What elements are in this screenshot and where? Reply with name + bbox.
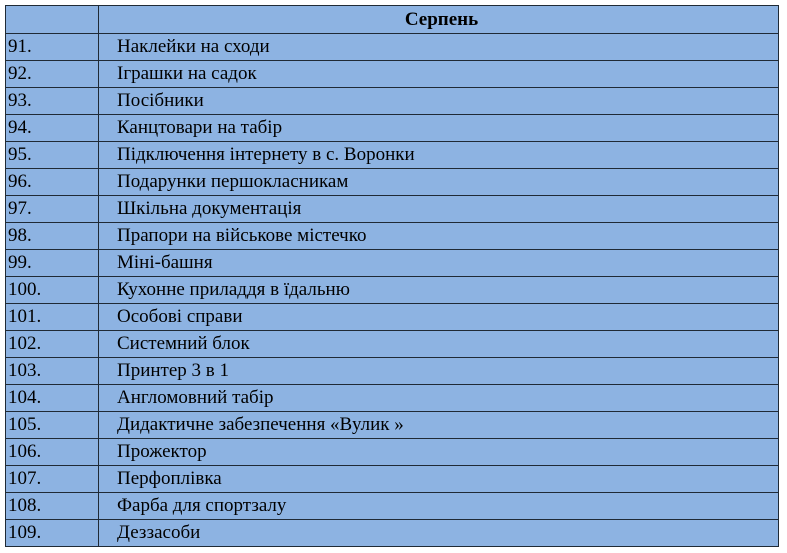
table-row: [6, 331, 779, 358]
row-number-cell: 91.: [6, 34, 99, 61]
header-month-cell: Серпень: [99, 6, 779, 34]
table-row: [6, 88, 779, 115]
row-item-cell: Іграшки на садок: [99, 61, 779, 88]
row-item-cell: Особові справи: [99, 304, 779, 331]
row-item-cell: Наклейки на сходи: [99, 34, 779, 61]
row-item-cell: Міні-башня: [99, 250, 779, 277]
table-row: [6, 34, 779, 61]
row-number-cell: 107.: [6, 466, 99, 493]
table-row: [6, 466, 779, 493]
table-row: [6, 412, 779, 439]
row-item-cell: Перфоплівка: [99, 466, 779, 493]
row-number-cell: 108.: [6, 493, 99, 520]
table-row: [6, 223, 779, 250]
row-number-cell: 101.: [6, 304, 99, 331]
row-number-cell: 94.: [6, 115, 99, 142]
row-item-cell: Англомовний табір: [99, 385, 779, 412]
table-row: [6, 304, 779, 331]
table-row: [6, 277, 779, 304]
table-body: [6, 34, 779, 547]
row-number-cell: 93.: [6, 88, 99, 115]
row-item-cell: Прожектор: [99, 439, 779, 466]
row-item-cell: Дидактичне забезпечення «Вулик »: [99, 412, 779, 439]
row-number-cell: 96.: [6, 169, 99, 196]
row-item-cell: Канцтовари на табір: [99, 115, 779, 142]
table-row: [6, 115, 779, 142]
table-row: [6, 61, 779, 88]
row-item-cell: Принтер 3 в 1: [99, 358, 779, 385]
table-row: [6, 142, 779, 169]
row-number-cell: 99.: [6, 250, 99, 277]
row-item-cell: Шкільна документація: [99, 196, 779, 223]
row-number-cell: 98.: [6, 223, 99, 250]
row-item-cell: Посібники: [99, 88, 779, 115]
table-row: [6, 250, 779, 277]
row-number-cell: 103.: [6, 358, 99, 385]
row-number-cell: 104.: [6, 385, 99, 412]
row-item-cell: Деззасоби: [99, 520, 779, 547]
table-row: [6, 196, 779, 223]
row-number-cell: 100.: [6, 277, 99, 304]
table-row: [6, 358, 779, 385]
row-item-cell: Фарба для спортзалу: [99, 493, 779, 520]
table-row: [6, 169, 779, 196]
table-row: [6, 385, 779, 412]
row-number-cell: 106.: [6, 439, 99, 466]
row-number-cell: 102.: [6, 331, 99, 358]
row-item-cell: Кухонне приладдя в їдальню: [99, 277, 779, 304]
table-row: [6, 520, 779, 547]
row-number-cell: 105.: [6, 412, 99, 439]
table-header-row: [6, 6, 779, 34]
expenses-table: [5, 5, 779, 547]
row-number-cell: 92.: [6, 61, 99, 88]
table-row: [6, 439, 779, 466]
header-number-cell: [6, 6, 99, 34]
table-row: [6, 493, 779, 520]
row-item-cell: Прапори на військове містечко: [99, 223, 779, 250]
expenses-table-container: [5, 5, 784, 553]
row-number-cell: 95.: [6, 142, 99, 169]
row-number-cell: 109.: [6, 520, 99, 547]
row-item-cell: Системний блок: [99, 331, 779, 358]
row-number-cell: 97.: [6, 196, 99, 223]
row-item-cell: Подарунки першокласникам: [99, 169, 779, 196]
row-item-cell: Підключення інтернету в с. Воронки: [99, 142, 779, 169]
